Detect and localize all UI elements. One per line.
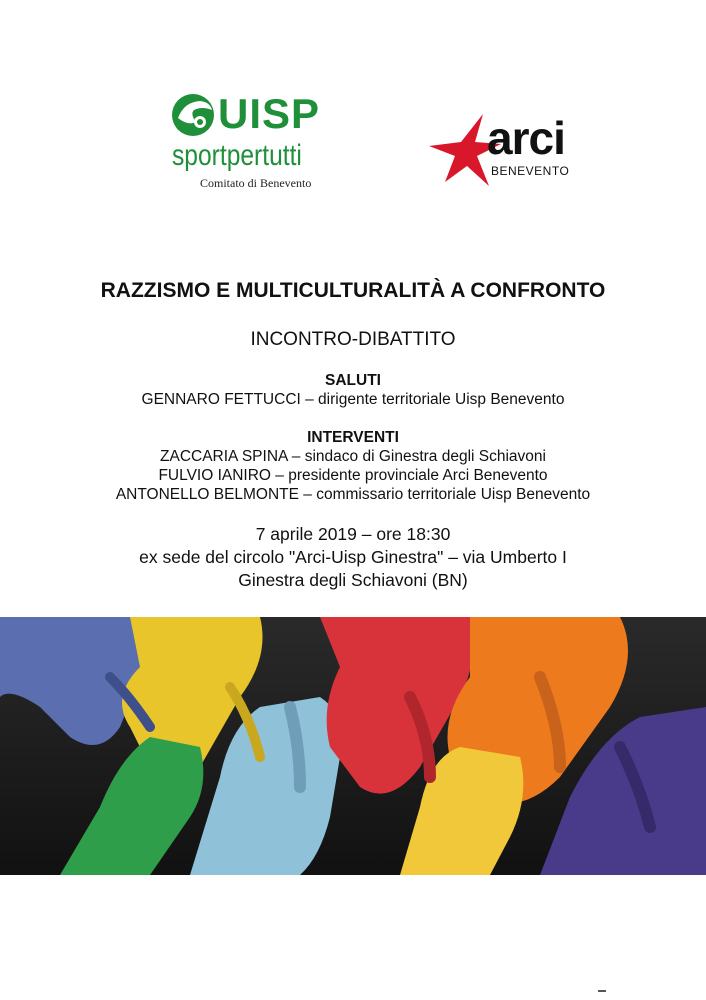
greetings-speaker: GENNARO FETTUCCI – dirigente territoriale Uisp Benevento <box>141 391 565 408</box>
event-subtitle: INCONTRO-DIBATTITO <box>250 329 456 350</box>
talks-speaker: ANTONELLO BELMONTE – commissario territoriale Uisp Benevento <box>115 486 591 503</box>
uisp-committee: Comitato di Benevento <box>200 176 312 190</box>
arci-name: arci <box>487 112 565 164</box>
rainbow-hands-image <box>0 617 706 875</box>
greetings-heading: SALUTI <box>325 372 381 389</box>
talks-speaker: ZACCARIA SPINA – sindaco di Ginestra degli Schiavoni <box>160 448 546 465</box>
uisp-tagline: sportpertutti <box>172 139 302 172</box>
uisp-emblem-icon <box>170 92 220 138</box>
arci-city: BENEVENTO <box>491 164 570 178</box>
arci-logo <box>425 110 615 200</box>
uisp-logo <box>170 92 330 202</box>
event-date-time: 7 aprile 2019 – ore 18:30 <box>255 524 451 544</box>
page-mark <box>598 988 608 994</box>
talks-speaker: FULVIO IANIRO – presidente provinciale Arci Benevento <box>158 467 548 484</box>
talks-heading: INTERVENTI <box>307 429 399 446</box>
event-title: RAZZISMO E MULTICULTURALITÀ A CONFRONTO <box>100 279 606 302</box>
uisp-name: UISP <box>218 90 321 137</box>
event-venue: ex sede del circolo "Arci-Uisp Ginestra" – via Umberto I <box>139 547 567 567</box>
event-town: Ginestra degli Schiavoni (BN) <box>238 570 468 590</box>
